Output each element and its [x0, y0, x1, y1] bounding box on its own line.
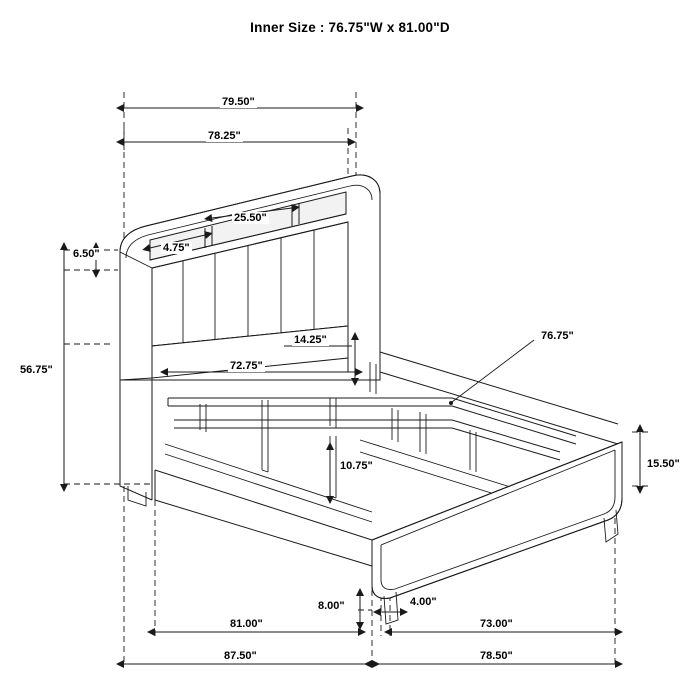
page-title: Inner Size : 76.75"W x 81.00"D: [250, 20, 450, 35]
dimension-label-shelf-4-75: 4.75": [163, 242, 190, 254]
dimension-label-rail-14-25: 14.25": [294, 334, 327, 346]
dimension-label-width-78-25: 78.25": [208, 130, 241, 142]
dimension-label-depth-73-00: 73.00": [480, 618, 513, 630]
dimension-label-width-79-50: 79.50": [222, 96, 255, 108]
dimension-label-height-56-75: 56.75": [20, 364, 53, 376]
dimension-label-slat-10-75: 10.75": [340, 460, 373, 472]
dimension-label-length-81-00: 81.00": [230, 618, 263, 630]
dimension-label-shelf-25-50: 25.50": [234, 212, 267, 224]
dimension-label-footboard-15-50: 15.50": [647, 458, 680, 470]
dimension-label-headboard-6-50: 6.50": [73, 248, 100, 260]
dimension-label-leg-8-00: 8.00": [318, 600, 345, 612]
dimension-label-leg-4-00: 4.00": [410, 596, 437, 608]
dimension-label-overall-87-50: 87.50": [224, 650, 257, 662]
dimension-label-overall-78-50: 78.50": [480, 650, 513, 662]
dimension-label-inner-72-75: 72.75": [230, 360, 263, 372]
dimension-label-inner-76-75: 76.75": [541, 330, 574, 342]
